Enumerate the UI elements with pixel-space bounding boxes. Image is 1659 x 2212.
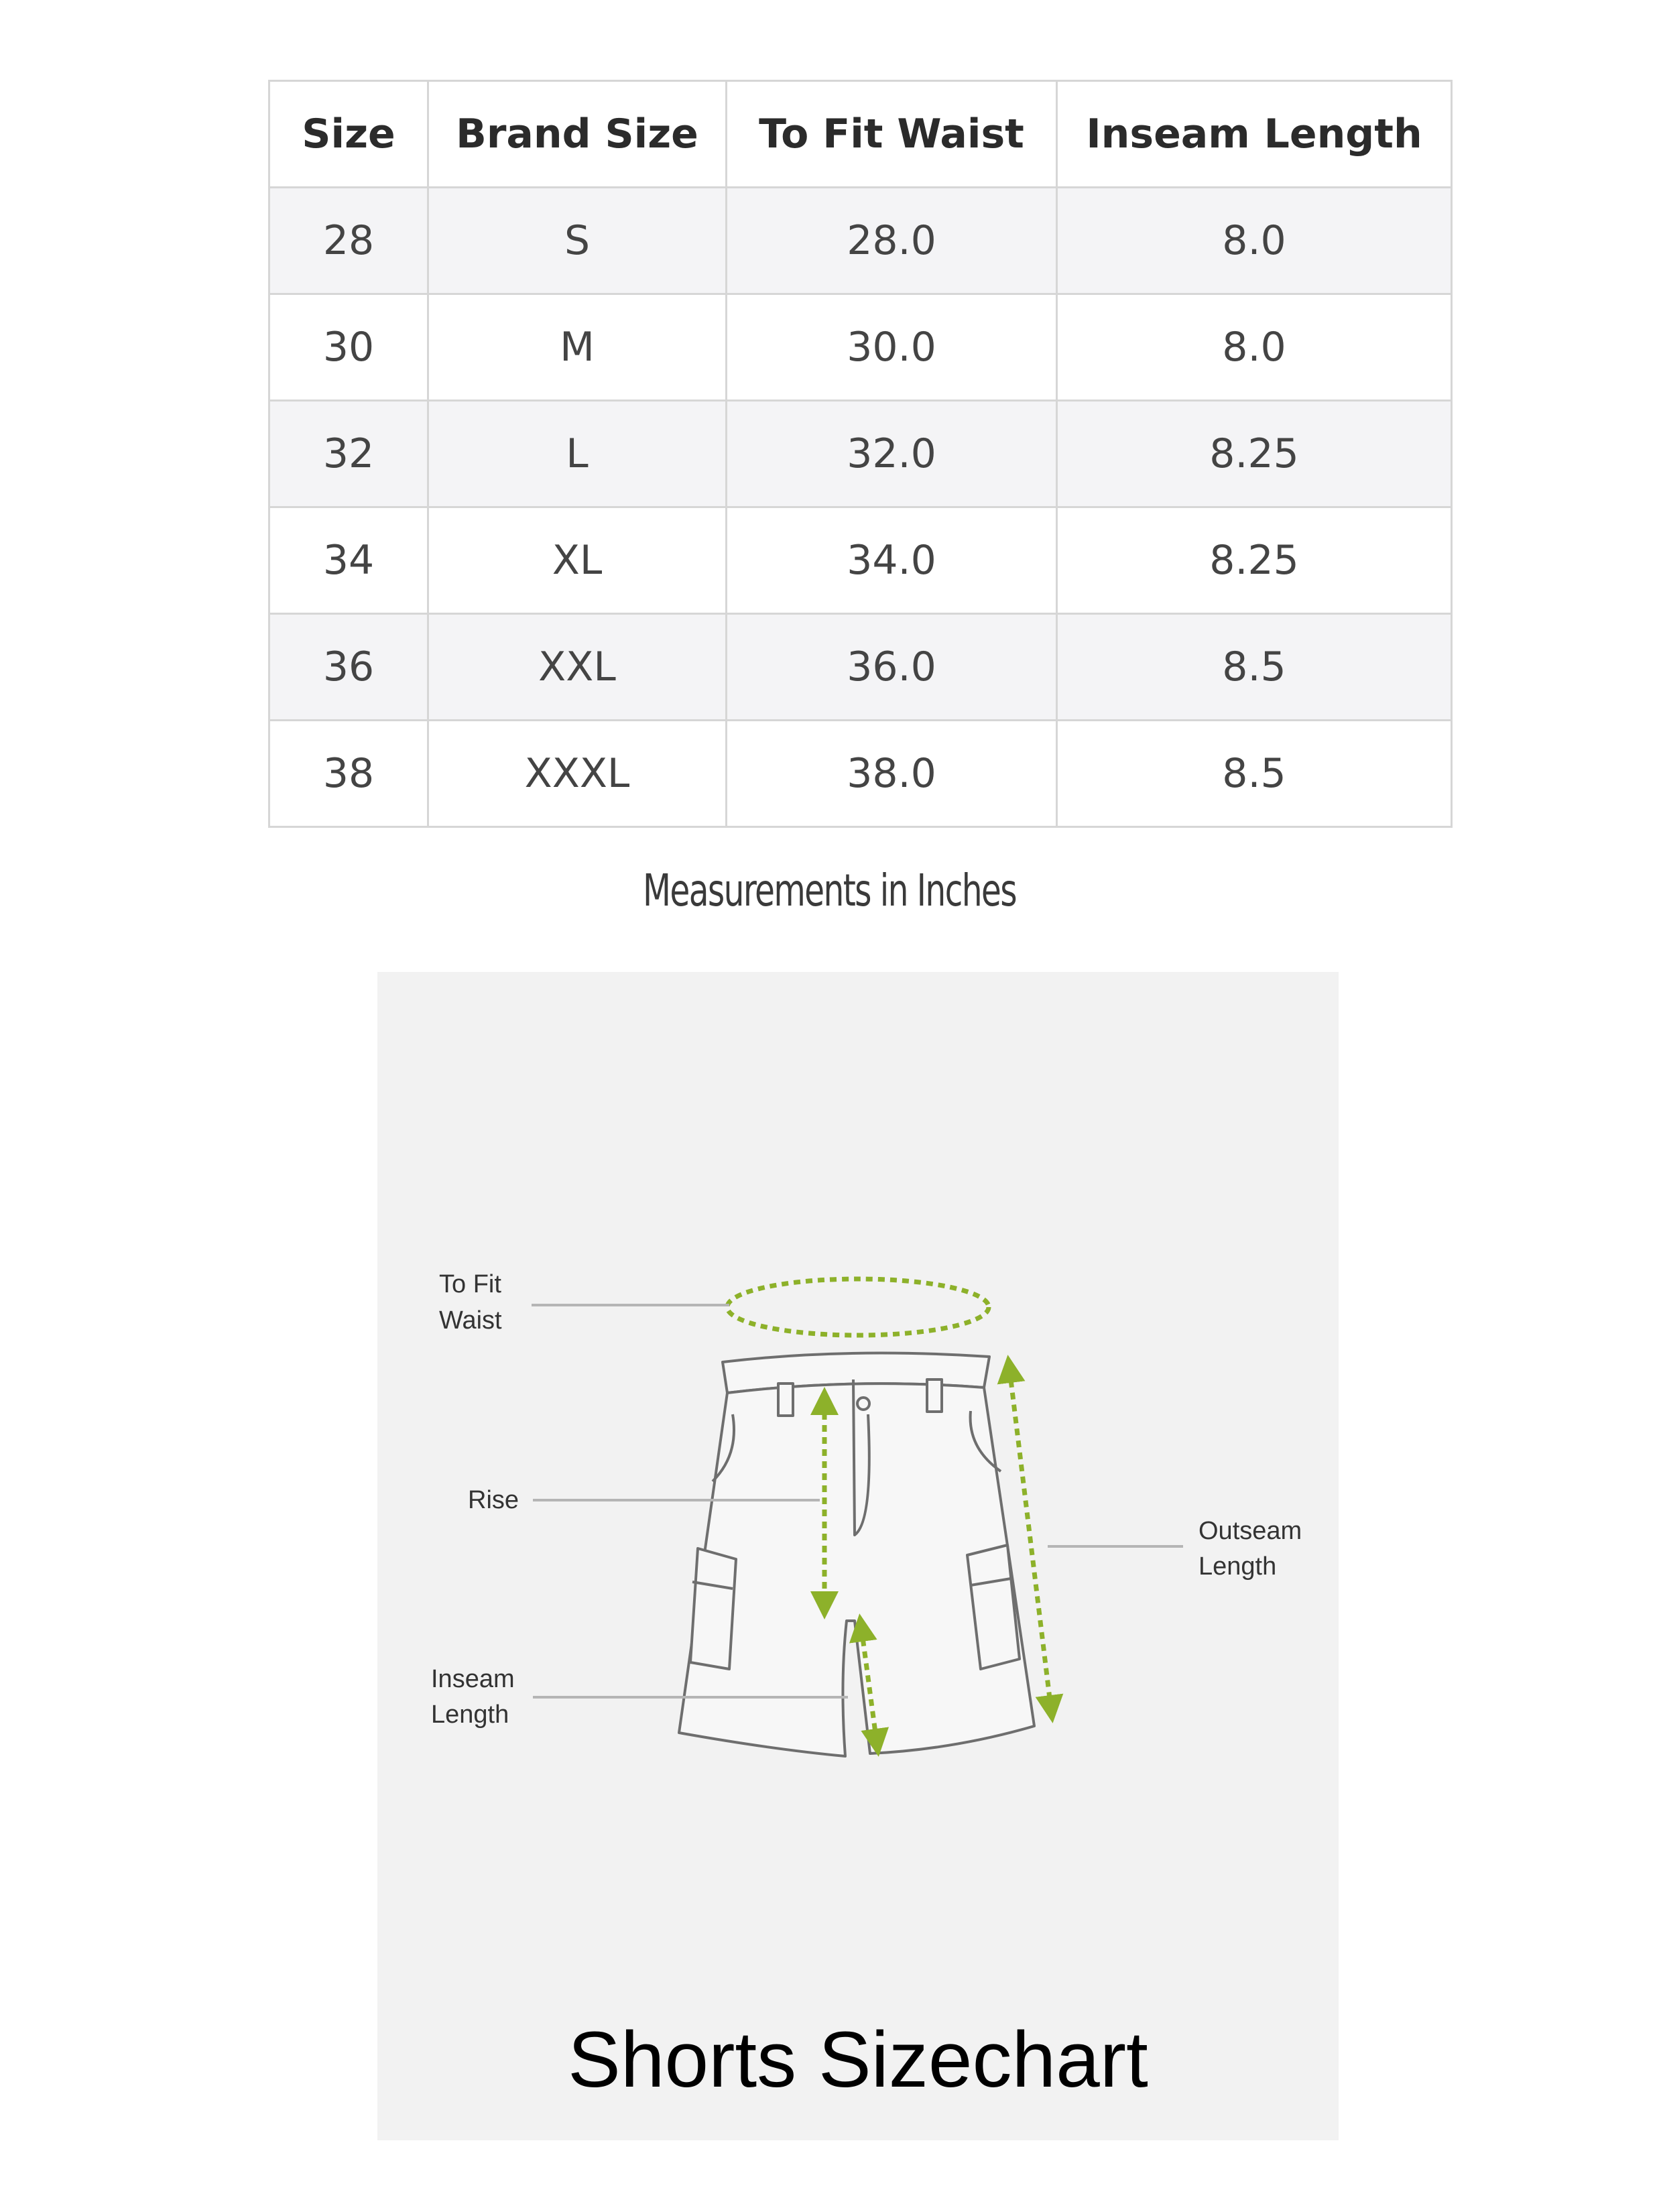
cell-brand-size: S xyxy=(428,188,727,294)
cell-size: 32 xyxy=(269,401,428,507)
table-row xyxy=(269,294,1452,401)
label-outseam-1: Outseam xyxy=(1199,1517,1302,1545)
sizechart-title: Shorts Sizechart xyxy=(568,2016,1148,2104)
cell-waist: 36.0 xyxy=(727,614,1057,721)
waist-measure xyxy=(727,1279,989,1335)
cell-brand-size: XXL xyxy=(428,614,727,721)
cell-inseam: 8.0 xyxy=(1057,188,1452,294)
cell-waist: 38.0 xyxy=(727,721,1057,827)
cell-inseam: 8.25 xyxy=(1057,401,1452,507)
shorts-outline xyxy=(679,1353,1034,1756)
label-to-fit-waist-1: To Fit xyxy=(439,1270,501,1298)
table-row xyxy=(269,614,1452,721)
header-inseam-length: Inseam Length xyxy=(1057,81,1452,188)
cell-brand-size: XL xyxy=(428,507,727,614)
cell-inseam: 8.25 xyxy=(1057,507,1452,614)
table-row xyxy=(269,188,1452,294)
cell-size: 30 xyxy=(269,294,428,401)
table-header-row xyxy=(269,81,1452,188)
label-rise: Rise xyxy=(468,1486,519,1514)
label-inseam-1: Inseam xyxy=(431,1665,515,1693)
cell-brand-size: L xyxy=(428,401,727,507)
header-brand-size: Brand Size xyxy=(428,81,727,188)
cell-size: 36 xyxy=(269,614,428,721)
label-inseam-2: Length xyxy=(431,1701,509,1729)
table-row xyxy=(269,401,1452,507)
shorts-diagram xyxy=(377,972,1339,2140)
cell-size: 34 xyxy=(269,507,428,614)
table-row xyxy=(269,507,1452,614)
size-table xyxy=(268,80,1453,828)
shorts-diagram-panel xyxy=(377,972,1339,2140)
measurement-unit-note: Measurements in Inches xyxy=(643,865,1016,916)
table-row xyxy=(269,721,1452,827)
cell-inseam: 8.0 xyxy=(1057,294,1452,401)
header-size: Size xyxy=(269,81,428,188)
header-to-fit-waist: To Fit Waist xyxy=(727,81,1057,188)
cell-waist: 32.0 xyxy=(727,401,1057,507)
cell-brand-size: M xyxy=(428,294,727,401)
cell-size: 38 xyxy=(269,721,428,827)
cell-waist: 28.0 xyxy=(727,188,1057,294)
cell-waist: 34.0 xyxy=(727,507,1057,614)
cell-waist: 30.0 xyxy=(727,294,1057,401)
label-to-fit-waist-2: Waist xyxy=(439,1306,502,1335)
cell-brand-size: XXXL xyxy=(428,721,727,827)
cell-inseam: 8.5 xyxy=(1057,721,1452,827)
cell-inseam: 8.5 xyxy=(1057,614,1452,721)
cell-size: 28 xyxy=(269,188,428,294)
label-outseam-2: Length xyxy=(1199,1552,1277,1581)
